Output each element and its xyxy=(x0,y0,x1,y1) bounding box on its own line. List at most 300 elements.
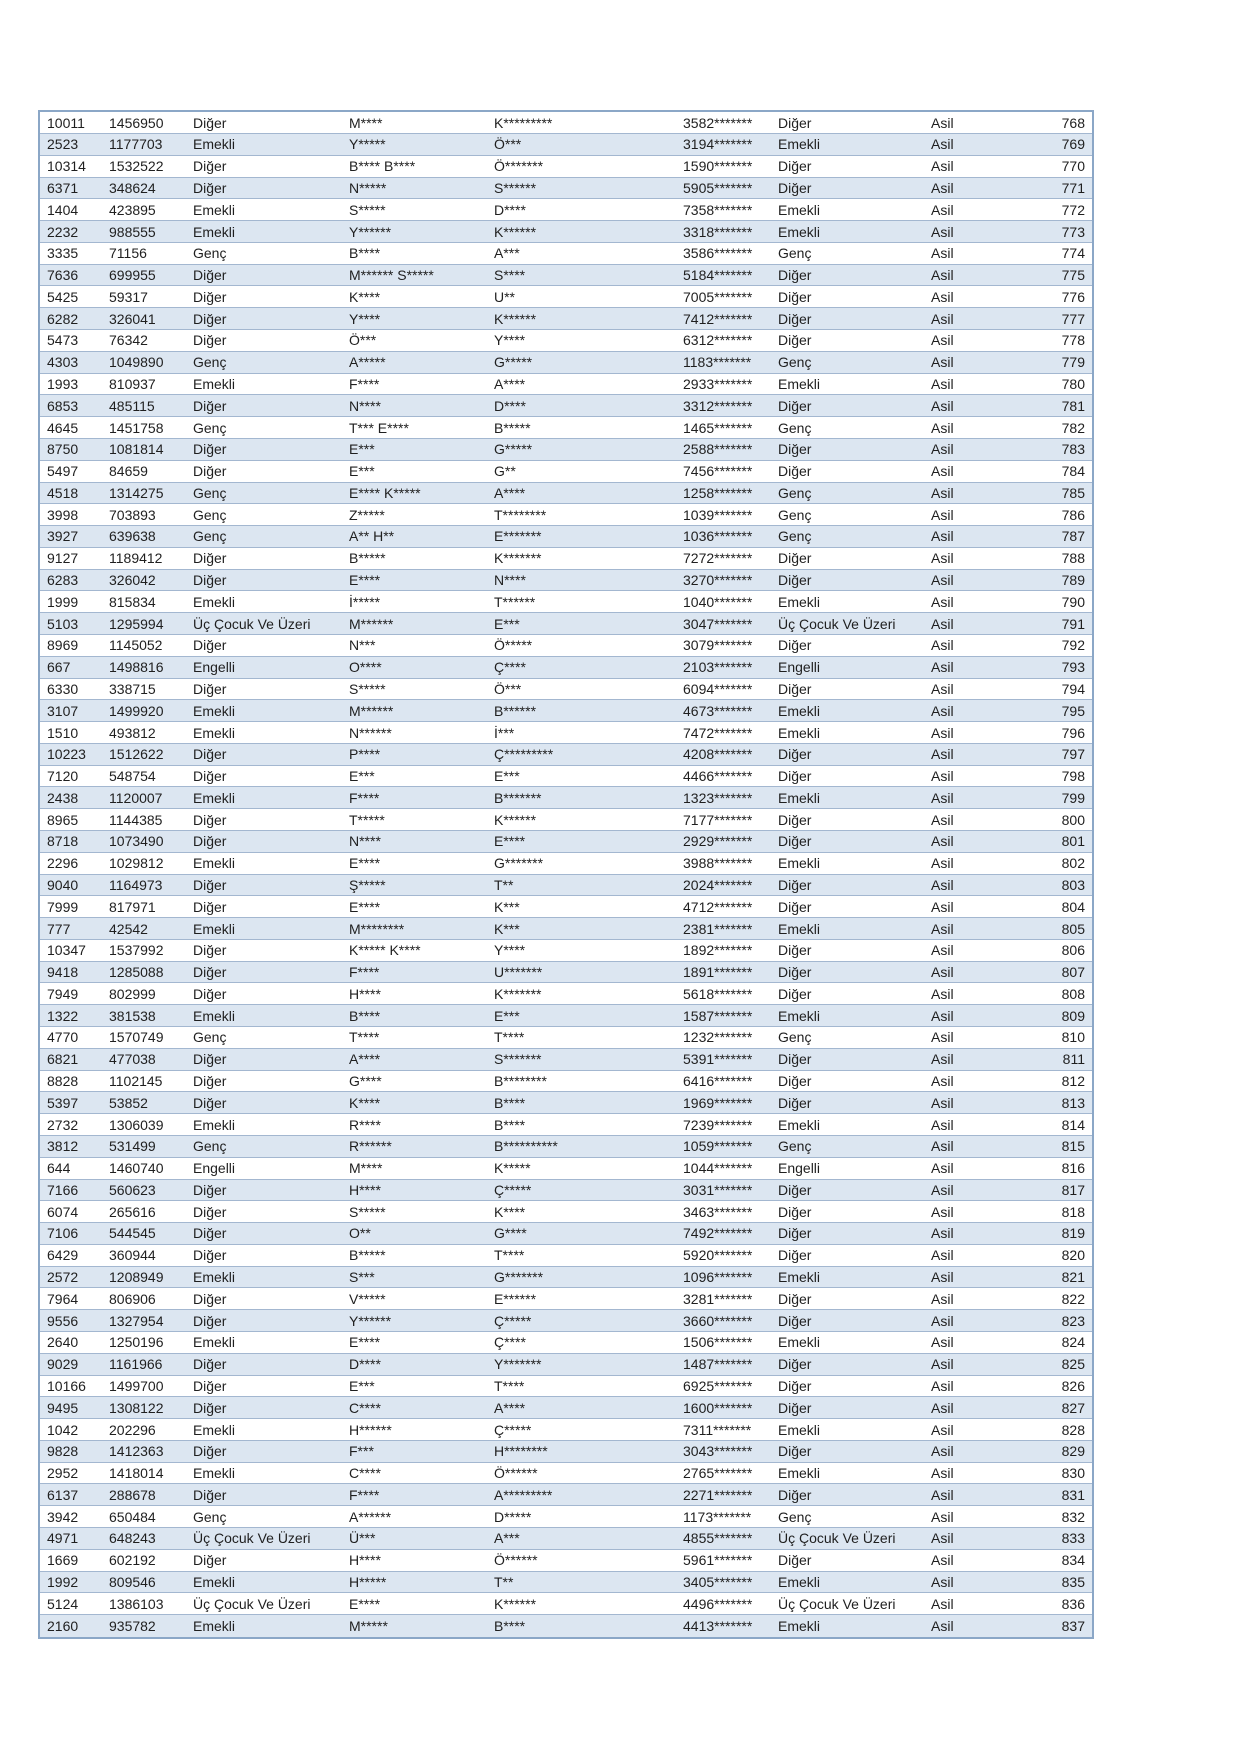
category-repeat: Diğer xyxy=(778,1399,812,1416)
first-name: Y****** xyxy=(349,223,392,240)
first-name: E**** xyxy=(349,1595,381,1612)
application-no: 1498816 xyxy=(109,659,164,676)
status: Asil xyxy=(931,1138,954,1155)
category-repeat: Engelli xyxy=(778,1160,821,1177)
row-number: 828 xyxy=(1061,1421,1085,1438)
status: Asil xyxy=(931,484,954,501)
table-row xyxy=(39,787,1093,809)
applicant-no: 5103 xyxy=(47,615,79,632)
first-name: B**** xyxy=(349,245,381,262)
national-id: 6925******* xyxy=(683,1377,753,1394)
applicant-no: 3107 xyxy=(47,702,79,719)
status: Asil xyxy=(931,506,954,523)
category-repeat: Diğer xyxy=(778,158,812,175)
category-repeat: Diğer xyxy=(778,267,812,284)
application-no: 1029812 xyxy=(109,855,164,872)
category: Diğer xyxy=(193,768,227,785)
row-number: 778 xyxy=(1061,332,1085,349)
application-no: 1250196 xyxy=(109,1334,164,1351)
applicant-no: 8718 xyxy=(47,833,79,850)
status: Asil xyxy=(931,1356,954,1373)
category: Üç Çocuk Ve Üzeri xyxy=(193,1530,311,1547)
status: Asil xyxy=(931,789,954,806)
applicant-no: 1999 xyxy=(47,593,79,610)
table-row xyxy=(39,1484,1093,1506)
application-no: 477038 xyxy=(109,1051,156,1068)
status: Asil xyxy=(931,1421,954,1438)
row-number: 837 xyxy=(1061,1618,1085,1635)
category: Genç xyxy=(193,1029,227,1046)
category: Üç Çocuk Ve Üzeri xyxy=(193,1595,311,1612)
category-repeat: Diğer xyxy=(778,332,812,349)
first-name: F**** xyxy=(349,1486,380,1503)
category: Diğer xyxy=(193,441,227,458)
category: Diğer xyxy=(193,811,227,828)
applicant-no: 7964 xyxy=(47,1290,79,1307)
applicant-no: 3812 xyxy=(47,1138,79,1155)
category: Emekli xyxy=(193,702,236,719)
status: Asil xyxy=(931,985,954,1002)
table-row xyxy=(39,111,1093,134)
last-name: S**** xyxy=(494,267,526,284)
applicant-no: 1992 xyxy=(47,1573,79,1590)
first-name: F**** xyxy=(349,789,380,806)
status: Asil xyxy=(931,267,954,284)
table-row xyxy=(39,221,1093,243)
table-row xyxy=(39,1005,1093,1027)
national-id: 1590******* xyxy=(683,158,753,175)
applicant-no: 7120 xyxy=(47,768,79,785)
status: Asil xyxy=(931,419,954,436)
national-id: 1891******* xyxy=(683,964,753,981)
category-repeat: Genç xyxy=(778,1138,812,1155)
category-repeat: Diğer xyxy=(778,179,812,196)
row-number: 806 xyxy=(1061,942,1085,959)
row-number: 780 xyxy=(1061,376,1085,392)
national-id: 1600******* xyxy=(683,1399,753,1416)
table-row xyxy=(39,1310,1093,1332)
first-name: Y****** xyxy=(349,1312,392,1329)
first-name: E*** xyxy=(349,463,375,480)
national-id: 4855******* xyxy=(683,1530,753,1547)
table-row xyxy=(39,1571,1093,1593)
last-name: Ö******* xyxy=(494,158,544,175)
application-no: 326041 xyxy=(109,310,156,327)
first-name: E**** xyxy=(349,855,381,872)
table-row xyxy=(39,634,1093,656)
national-id: 3194******* xyxy=(683,136,753,153)
status: Asil xyxy=(931,811,954,828)
application-no: 650484 xyxy=(109,1508,156,1525)
table-row xyxy=(39,482,1093,504)
application-no: 1049890 xyxy=(109,354,164,371)
first-name: H**** xyxy=(349,985,381,1002)
row-number: 832 xyxy=(1061,1508,1085,1525)
status: Asil xyxy=(931,1618,954,1635)
table-row xyxy=(39,700,1093,722)
status: Asil xyxy=(931,1399,954,1416)
national-id: 1892******* xyxy=(683,942,753,959)
status: Asil xyxy=(931,1312,954,1329)
first-name: R**** xyxy=(349,1116,381,1133)
category-repeat: Genç xyxy=(778,1029,812,1046)
first-name: Z***** xyxy=(349,506,385,523)
status: Asil xyxy=(931,1290,954,1307)
applicant-no: 667 xyxy=(47,659,71,676)
category: Emekli xyxy=(193,724,236,741)
row-number: 789 xyxy=(1061,572,1085,589)
applicant-no: 3335 xyxy=(47,245,79,262)
table-row xyxy=(39,1375,1093,1397)
last-name: K****** xyxy=(494,223,537,240)
table-row xyxy=(39,1615,1093,1638)
national-id: 5920******* xyxy=(683,1247,753,1264)
row-number: 779 xyxy=(1061,354,1085,371)
last-name: Ç********* xyxy=(494,746,554,763)
row-number: 784 xyxy=(1061,463,1085,480)
last-name: A********* xyxy=(494,1486,553,1503)
table-row xyxy=(39,1048,1093,1070)
category-repeat: Diğer xyxy=(778,1203,812,1220)
category-repeat: Emekli xyxy=(778,1465,821,1482)
category-repeat: Emekli xyxy=(778,724,821,741)
row-number: 833 xyxy=(1061,1530,1085,1547)
status: Asil xyxy=(931,572,954,589)
category: Emekli xyxy=(193,201,236,218)
status: Asil xyxy=(931,136,954,153)
table-row xyxy=(39,1027,1093,1049)
application-no: 1460740 xyxy=(109,1160,164,1177)
last-name: Ö*** xyxy=(494,136,522,153)
applicant-no: 5397 xyxy=(47,1094,79,1111)
category: Genç xyxy=(193,528,227,545)
application-no: 1102145 xyxy=(109,1073,163,1089)
row-number: 777 xyxy=(1061,310,1085,327)
application-no: 806906 xyxy=(109,1290,156,1307)
application-no: 1189412 xyxy=(109,550,163,567)
category-repeat: Emekli xyxy=(778,376,821,392)
table-row xyxy=(39,1353,1093,1375)
status: Asil xyxy=(931,1486,954,1503)
last-name: G******* xyxy=(494,1269,544,1286)
status: Asil xyxy=(931,964,954,981)
national-id: 1173******* xyxy=(683,1508,752,1525)
category-repeat: Diğer xyxy=(778,768,812,785)
status: Asil xyxy=(931,1530,954,1547)
applicant-no: 644 xyxy=(47,1160,71,1177)
last-name: E******* xyxy=(494,528,542,545)
application-no: 548754 xyxy=(109,768,156,785)
table-row xyxy=(39,918,1093,940)
last-name: B***** xyxy=(494,419,531,436)
applicant-no: 2572 xyxy=(47,1269,79,1286)
first-name: A**** xyxy=(349,1051,381,1068)
table-row xyxy=(39,330,1093,352)
category-repeat: Genç xyxy=(778,528,812,545)
category-repeat: Diğer xyxy=(778,1247,812,1264)
category-repeat: Emekli xyxy=(778,1269,821,1286)
national-id: 5184******* xyxy=(683,267,753,284)
application-no: 84659 xyxy=(109,463,148,480)
last-name: K****** xyxy=(494,310,537,327)
category-repeat: Diğer xyxy=(778,876,812,893)
status: Asil xyxy=(931,659,954,676)
row-number: 801 xyxy=(1061,833,1085,850)
category-repeat: Emekli xyxy=(778,1007,821,1024)
application-no: 1386103 xyxy=(109,1595,164,1612)
national-id: 3079******* xyxy=(683,637,753,654)
row-number: 836 xyxy=(1061,1595,1085,1612)
category-repeat: Diğer xyxy=(778,1443,812,1460)
status: Asil xyxy=(931,942,954,959)
status: Asil xyxy=(931,288,954,305)
table-row xyxy=(39,569,1093,591)
table-row xyxy=(39,1201,1093,1223)
category: Diğer xyxy=(193,1399,227,1416)
category-repeat: Diğer xyxy=(778,1552,812,1569)
category-repeat: Diğer xyxy=(778,288,812,305)
last-name: E*** xyxy=(494,615,520,632)
first-name: C**** xyxy=(349,1399,381,1416)
status: Asil xyxy=(931,332,954,349)
status: Asil xyxy=(931,768,954,785)
row-number: 792 xyxy=(1061,637,1085,654)
national-id: 3463******* xyxy=(683,1203,753,1220)
applicant-no: 1042 xyxy=(47,1421,79,1438)
applicant-no: 9040 xyxy=(47,876,79,893)
status: Asil xyxy=(931,702,954,719)
first-name: K**** xyxy=(349,288,381,305)
application-no: 810937 xyxy=(109,376,156,392)
table-row xyxy=(39,961,1093,983)
status: Asil xyxy=(931,1094,954,1111)
national-id: 5905******* xyxy=(683,179,753,196)
category: Diğer xyxy=(193,637,227,654)
category: Diğer xyxy=(193,1225,227,1242)
last-name: İ*** xyxy=(494,724,515,741)
applicant-no: 8965 xyxy=(47,811,79,828)
first-name: E*** xyxy=(349,768,375,785)
table-row xyxy=(39,765,1093,787)
category-repeat: Diğer xyxy=(778,680,812,697)
last-name: T**** xyxy=(494,1029,525,1046)
application-no: 381538 xyxy=(109,1007,156,1024)
row-number: 807 xyxy=(1061,964,1085,981)
applicant-no: 777 xyxy=(47,920,71,937)
category: Diğer xyxy=(193,114,227,131)
status: Asil xyxy=(931,1573,954,1590)
application-no: 1537992 xyxy=(109,942,164,959)
category: Diğer xyxy=(193,1312,227,1329)
category-repeat: Diğer xyxy=(778,1486,812,1503)
application-no: 988555 xyxy=(109,223,156,240)
last-name: B****** xyxy=(494,702,537,719)
status: Asil xyxy=(931,855,954,872)
application-no: 326042 xyxy=(109,572,156,589)
category: Üç Çocuk Ve Üzeri xyxy=(193,615,311,632)
table-row xyxy=(39,896,1093,918)
row-number: 822 xyxy=(1061,1290,1085,1307)
category: Diğer xyxy=(193,1073,227,1089)
applicant-no: 10223 xyxy=(47,746,86,763)
last-name: A*** xyxy=(494,245,520,262)
applicant-no: 2640 xyxy=(47,1334,79,1351)
row-number: 811 xyxy=(1062,1051,1085,1068)
last-name: B******** xyxy=(494,1073,547,1089)
application-no: 76342 xyxy=(109,332,148,349)
application-no: 288678 xyxy=(109,1486,156,1503)
application-no: 1412363 xyxy=(109,1443,164,1460)
applicant-no: 8969 xyxy=(47,637,79,654)
first-name: Ö*** xyxy=(349,332,377,349)
category-repeat: Emekli xyxy=(778,1116,821,1133)
application-no: 1081814 xyxy=(109,441,164,458)
category: Diğer xyxy=(193,288,227,305)
application-no: 1208949 xyxy=(109,1269,164,1286)
first-name: G**** xyxy=(349,1073,382,1089)
first-name: N****** xyxy=(349,724,392,741)
national-id: 1465******* xyxy=(683,419,753,436)
table-row xyxy=(39,743,1093,765)
applicant-no: 7949 xyxy=(47,985,79,1002)
category: Diğer xyxy=(193,1247,227,1264)
application-no: 1177703 xyxy=(109,136,163,153)
table-row xyxy=(39,1528,1093,1550)
national-id: 7492******* xyxy=(683,1225,753,1242)
first-name: M****** S***** xyxy=(349,267,434,284)
last-name: N**** xyxy=(494,572,526,589)
application-no: 42542 xyxy=(109,920,148,937)
table-row xyxy=(39,1157,1093,1179)
row-number: 795 xyxy=(1061,702,1085,719)
application-no: 1285088 xyxy=(109,964,164,981)
last-name: Y**** xyxy=(494,942,526,959)
table-row xyxy=(39,308,1093,330)
first-name: Ş***** xyxy=(349,876,386,893)
table-row xyxy=(39,1419,1093,1441)
last-name: H******** xyxy=(494,1443,548,1460)
status: Asil xyxy=(931,528,954,545)
first-name: İ***** xyxy=(349,593,381,610)
table-row xyxy=(39,722,1093,744)
last-name: E****** xyxy=(494,1290,537,1307)
application-no: 59317 xyxy=(109,288,148,305)
table-row xyxy=(39,1549,1093,1571)
first-name: S***** xyxy=(349,1203,386,1220)
applicant-no: 6371 xyxy=(47,179,79,196)
first-name: S***** xyxy=(349,680,386,697)
applicant-no: 6282 xyxy=(47,310,79,327)
national-id: 7311******* xyxy=(683,1421,752,1438)
application-no: 639638 xyxy=(109,528,156,545)
last-name: K**** xyxy=(494,1203,526,1220)
table-row xyxy=(39,874,1093,896)
table-row xyxy=(39,1266,1093,1288)
row-number: 829 xyxy=(1061,1443,1085,1460)
table-row xyxy=(39,1462,1093,1484)
first-name: E**** xyxy=(349,572,381,589)
national-id: 1059******* xyxy=(683,1138,753,1155)
applicant-no: 8750 xyxy=(47,441,79,458)
table-row xyxy=(39,1331,1093,1353)
row-number: 774 xyxy=(1061,245,1085,262)
category: Diğer xyxy=(193,397,227,414)
status: Asil xyxy=(931,724,954,741)
last-name: K********* xyxy=(494,114,553,131)
first-name: B***** xyxy=(349,550,386,567)
category-repeat: Diğer xyxy=(778,1181,812,1198)
last-name: T** xyxy=(494,876,514,893)
national-id: 1258******* xyxy=(683,484,753,501)
application-no: 1570749 xyxy=(109,1029,164,1046)
national-id: 3043******* xyxy=(683,1443,753,1460)
row-number: 804 xyxy=(1061,898,1085,915)
row-number: 821 xyxy=(1061,1269,1085,1286)
results-table xyxy=(38,110,1094,1639)
category-repeat: Emekli xyxy=(778,1421,821,1438)
last-name: S******* xyxy=(494,1051,542,1068)
last-name: G***** xyxy=(494,441,533,458)
applicant-no: 2732 xyxy=(47,1116,79,1133)
national-id: 3047******* xyxy=(683,615,753,632)
category-repeat: Diğer xyxy=(778,964,812,981)
category-repeat: Emekli xyxy=(778,1618,821,1635)
applicant-no: 9029 xyxy=(47,1356,79,1373)
applicant-no: 3998 xyxy=(47,506,79,523)
status: Asil xyxy=(931,245,954,262)
applicant-no: 5124 xyxy=(47,1595,79,1612)
category-repeat: Diğer xyxy=(778,1051,812,1068)
national-id: 5391******* xyxy=(683,1051,753,1068)
application-no: 1144385 xyxy=(109,811,163,828)
application-no: 1532522 xyxy=(109,158,164,175)
category-repeat: Diğer xyxy=(778,572,812,589)
category: Emekli xyxy=(193,1334,236,1351)
application-no: 560623 xyxy=(109,1181,156,1198)
application-no: 1120007 xyxy=(109,789,163,806)
category: Emekli xyxy=(193,593,236,610)
table-row xyxy=(39,286,1093,308)
national-id: 3270******* xyxy=(683,572,753,589)
last-name: A*** xyxy=(494,1530,520,1547)
category: Diğer xyxy=(193,310,227,327)
applicant-no: 2160 xyxy=(47,1618,79,1635)
category: Diğer xyxy=(193,985,227,1002)
national-id: 3586******* xyxy=(683,245,753,262)
row-number: 783 xyxy=(1061,441,1085,458)
table-row xyxy=(39,134,1093,156)
category: Genç xyxy=(193,245,227,262)
table-row xyxy=(39,264,1093,286)
applicant-no: 2232 xyxy=(47,223,79,240)
category: Diğer xyxy=(193,876,227,893)
application-no: 360944 xyxy=(109,1247,156,1264)
table-row xyxy=(39,155,1093,177)
category-repeat: Emekli xyxy=(778,593,821,610)
category: Emekli xyxy=(193,1573,236,1590)
national-id: 2103******* xyxy=(683,659,753,676)
applicant-no: 10011 xyxy=(47,114,85,131)
status: Asil xyxy=(931,114,954,131)
last-name: Ç**** xyxy=(494,1334,526,1351)
status: Asil xyxy=(931,898,954,915)
national-id: 4413******* xyxy=(683,1618,753,1635)
category-repeat: Diğer xyxy=(778,746,812,763)
row-number: 798 xyxy=(1061,768,1085,785)
last-name: Ö***** xyxy=(494,637,533,654)
first-name: H**** xyxy=(349,1552,381,1569)
table-row xyxy=(39,656,1093,678)
